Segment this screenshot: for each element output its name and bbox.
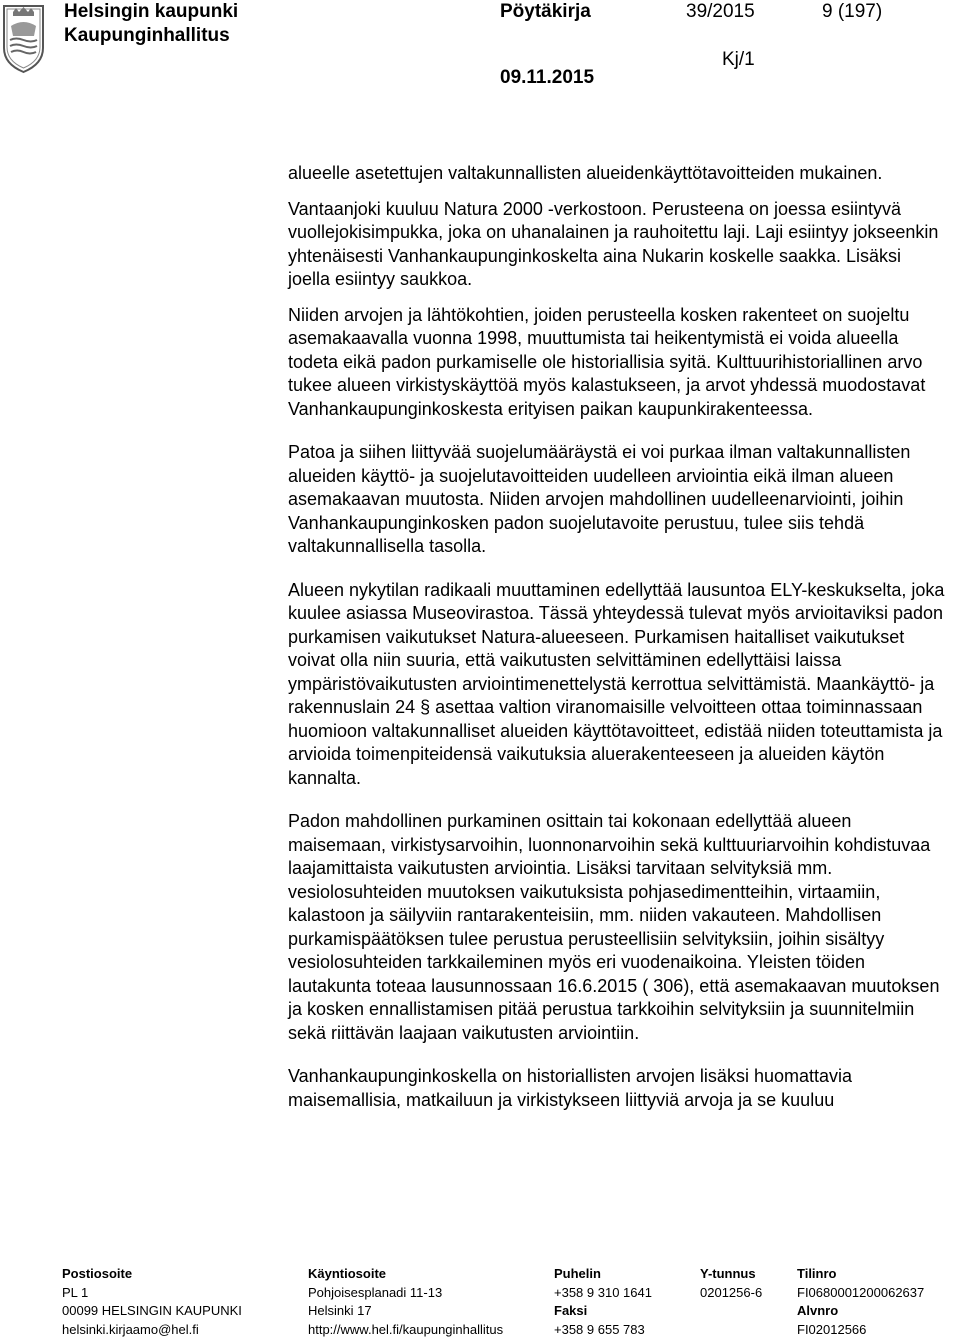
helsinki-coat-of-arms-logo: [1, 2, 46, 75]
page-number: 9 (197): [822, 1, 882, 23]
paragraph: Niiden arvojen ja lähtökohtien, joiden perusteella kosken rakenteet on suojeltu asemakaavalla vuonna 1998, muuttumista tai heikentymistä ei voida alueella todeta eikä padon purkamiselle ole historiallisia syitä. Kulttuurihistoriallinen arvo tukee alueen virkistyskäyttöä myös kalastukseen, ja arvot yhdessä muodostavat Vanhankaupunginkoskesta erityisen paikan kaupunkirakenteessa.: [288, 304, 948, 422]
footer-heading: Puhelin: [554, 1265, 652, 1284]
footer-line: Helsinki 17: [308, 1302, 503, 1321]
paragraph: Patoa ja siihen liittyvää suojelumääräystä ei voi purkaa ilman valtakunnallisten alueiden käyttö- ja suojelutavoitteiden uudelleen arviointia eikä ilman alueen asemakaavan muutosta. Niiden arvojen mahdollinen uudelleenarviointi, joihin Vanhankaupunginkosken padon suojelutavoite perustuu, tulee siis tehdä valtakunnallisella tasolla.: [288, 441, 948, 559]
footer-heading: Tilinro: [797, 1265, 924, 1284]
footer-line: FI0680001200062637: [797, 1284, 924, 1303]
paragraph: Padon mahdollinen purkaminen osittain tai kokonaan edellyttää alueen maisemaan, virkistysarvoihin, luonnonarvoihin sekä kulttuuriarvoihin kohdistuvaa laajamittaista vaikutusten arviointia. Lisäksi tarvitaan selvityksiä mm. vesiolosuhteiden muutoksen vaikutuksista pohjasedimentteihin, virtaamiin, kalastoon ja säilyviin rantarakenteisiin, mm. niiden vakauteen. Mahdollisen purkamispäätöksen tulee perustua perusteellisiin selvityksiin, joihin sisältyy vesiolosuhteiden tarkkaileminen myös eri vuodenaikoina. Yleisten töiden lautakunta toteaa lausunnossaan 16.6.2015 ( 306), että asemakaavan muutoksen ja kosken ennallistamisen pitää perustua tarkkoihin selvityksiin ja suunnitelmiin sekä riittävän laajaan vaikutusten arviointiin.: [288, 810, 948, 1045]
footer-postal-address: [62, 1265, 242, 1339]
footer-line: 0201256-6: [700, 1284, 762, 1303]
footer-subheading: Alvnro: [797, 1302, 924, 1321]
section-reference: Kj/1: [722, 49, 755, 71]
meeting-date: 09.11.2015: [500, 67, 594, 89]
footer-heading: Käyntiosoite: [308, 1265, 503, 1284]
footer-heading: Postiosoite: [62, 1265, 242, 1284]
paragraph: alueelle asetettujen valtakunnallisten alueidenkäyttötavoitteiden mukainen.: [288, 162, 948, 186]
document-body: [288, 162, 948, 1132]
paragraph: Alueen nykytilan radikaali muuttaminen edellyttää lausuntoa ELY-keskukselta, joka kuulee asiassa Museovirastoa. Tässä yhteydessä tulevat myös arvioitaviksi padon purkamisen vaikutukset Natura-alueeseen. Purkamisen haitalliset vaikutukset voivat olla niin suuria, että vaikutusten selvittäminen edellyttäisi laissa ympäristövaikutusten arviointimenettelystä kerrottua selvittämistä. Maankäyttö- ja rakennuslain 24 § asettaa valtion viranomaisille velvoitteen ottaa toiminnassaan huomioon valtakunnalliset alueiden käyttötavoitteet, edistää niiden toteuttamista ja arvioida toimenpiteidensä vaikutuksia aluerakenteeseen ja alueiden käytön kannalta.: [288, 579, 948, 791]
footer-visiting-address: [308, 1265, 503, 1339]
footer-email-link[interactable]: helsinki.kirjaamo@hel.fi: [62, 1321, 242, 1339]
footer-phone: [554, 1265, 652, 1339]
footer-business-id: [700, 1265, 762, 1302]
document-number: 39/2015: [686, 1, 755, 23]
document-type: Pöytäkirja: [500, 1, 591, 23]
footer-line: 00099 HELSINGIN KAUPUNKI: [62, 1302, 242, 1321]
footer-line: +358 9 310 1641: [554, 1284, 652, 1303]
department-name: Kaupunginhallitus: [64, 25, 230, 47]
footer-website-link[interactable]: http://www.hel.fi/kaupunginhallitus: [308, 1321, 503, 1339]
footer-account: [797, 1265, 924, 1339]
footer-heading: Y-tunnus: [700, 1265, 762, 1284]
footer-line: +358 9 655 783: [554, 1321, 652, 1339]
footer-line: Pohjoisesplanadi 11-13: [308, 1284, 503, 1303]
paragraph: Vanhankaupunginkoskella on historiallisten arvojen lisäksi huomattavia maisemallisia, matkailuun ja virkistykseen liittyviä arvoja ja se kuuluu: [288, 1065, 948, 1112]
paragraph: Vantaanjoki kuuluu Natura 2000 -verkostoon. Perusteena on joessa esiintyvä vuollejokisimpukka, joka on uhanalainen ja rauhoitettu laji. Laji esiintyy jokseenkin yhtenäisesti Vanhankaupunginkoskelta aina Nukarin koskelle saakka. Lisäksi joella esiintyy saukkoa.: [288, 198, 948, 292]
footer-subheading: Faksi: [554, 1302, 652, 1321]
organization-name: Helsingin kaupunki: [64, 1, 238, 23]
footer-line: PL 1: [62, 1284, 242, 1303]
footer-line: FI02012566: [797, 1321, 924, 1339]
